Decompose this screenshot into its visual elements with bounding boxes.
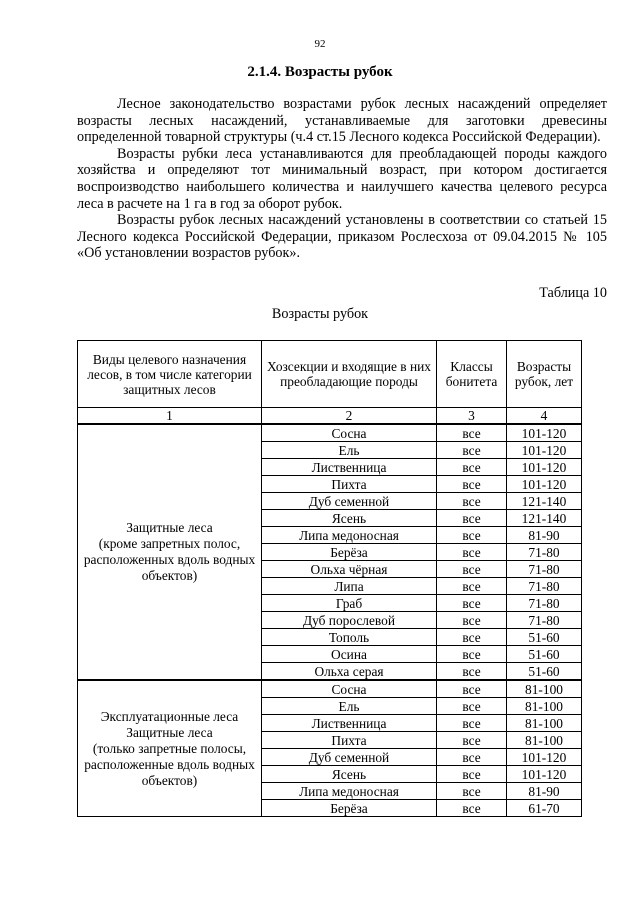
cutting-age-cell: 71-80 — [507, 544, 582, 561]
forest-purpose-line: (кроме запретных полос, расположенных вдоль водных объектов) — [83, 536, 256, 583]
species-cell: Осина — [262, 646, 437, 663]
species-cell: Липа медоносная — [262, 783, 437, 800]
species-cell: Берёза — [262, 800, 437, 817]
cutting-age-cell: 101-120 — [507, 749, 582, 766]
cutting-age-cell: 71-80 — [507, 561, 582, 578]
site-class-cell: все — [437, 749, 507, 766]
site-class-cell: все — [437, 715, 507, 732]
header-site-class: Классы бонитета — [437, 341, 507, 408]
column-number: 4 — [507, 408, 582, 425]
cutting-age-cell: 81-90 — [507, 527, 582, 544]
site-class-cell: все — [437, 561, 507, 578]
table-row — [78, 424, 582, 442]
cutting-age-cell: 71-80 — [507, 595, 582, 612]
section-heading: 2.1.4. Возрасты рубок — [247, 64, 393, 80]
site-class-cell: все — [437, 544, 507, 561]
table-label: Таблица 10 — [539, 285, 607, 301]
site-class-cell: все — [437, 698, 507, 715]
cutting-age-cell: 71-80 — [507, 578, 582, 595]
site-class-cell: все — [437, 424, 507, 442]
site-class-cell: все — [437, 663, 507, 681]
column-number-row — [78, 408, 582, 425]
cutting-age-cell: 61-70 — [507, 800, 582, 817]
species-cell: Сосна — [262, 680, 437, 698]
species-cell: Ель — [262, 698, 437, 715]
species-cell: Ольха чёрная — [262, 561, 437, 578]
species-cell: Берёза — [262, 544, 437, 561]
cutting-age-cell: 51-60 — [507, 646, 582, 663]
site-class-cell: все — [437, 732, 507, 749]
site-class-cell: все — [437, 595, 507, 612]
species-cell: Дуб порослевой — [262, 612, 437, 629]
header-cutting-age: Возрасты рубок, лет — [507, 341, 582, 408]
species-cell: Ольха серая — [262, 663, 437, 681]
forest-purpose-line: (только запретные полосы, расположенные вдоль водных объектов) — [84, 740, 255, 788]
body-text — [77, 96, 607, 262]
site-class-cell: все — [437, 800, 507, 817]
species-cell: Лиственница — [262, 459, 437, 476]
cutting-age-cell: 51-60 — [507, 663, 582, 681]
species-cell: Тополь — [262, 629, 437, 646]
site-class-cell: все — [437, 578, 507, 595]
site-class-cell: все — [437, 612, 507, 629]
species-cell: Лиственница — [262, 715, 437, 732]
cutting-age-cell: 71-80 — [507, 612, 582, 629]
cutting-age-cell: 121-140 — [507, 510, 582, 527]
column-number: 2 — [262, 408, 437, 425]
forest-purpose-cell — [78, 680, 262, 817]
table-row — [78, 680, 582, 698]
cutting-age-cell: 81-100 — [507, 698, 582, 715]
forest-purpose-line: Эксплуатационные леса — [100, 708, 239, 724]
species-cell: Ель — [262, 442, 437, 459]
species-cell: Дуб семенной — [262, 493, 437, 510]
column-number: 1 — [78, 408, 262, 425]
site-class-cell: все — [437, 510, 507, 527]
cutting-age-cell: 81-100 — [507, 715, 582, 732]
species-cell: Липа — [262, 578, 437, 595]
site-class-cell: все — [437, 680, 507, 698]
species-cell: Граб — [262, 595, 437, 612]
site-class-cell: все — [437, 476, 507, 493]
species-cell: Липа медоносная — [262, 527, 437, 544]
page-number: 92 — [314, 38, 326, 50]
site-class-cell: все — [437, 527, 507, 544]
paragraph: Возрасты рубок лесных насаждений установлены в соответствии со статьей 15 Лесного кодекса Российской Федерации, приказом Рослесхоза от 09.04.2015 № 105 «Об установлении возрастов рубок». — [77, 212, 607, 262]
forest-purpose-cell — [78, 424, 262, 680]
header-forest-purpose: Виды целевого назначения лесов, в том числе категории защитных лесов — [78, 341, 262, 408]
forest-purpose-line: Защитные леса — [126, 724, 213, 740]
header-species: Хозсекции и входящие в них преобладающие породы — [262, 341, 437, 408]
forest-purpose-line: Защитные леса — [126, 520, 213, 535]
species-cell: Ясень — [262, 766, 437, 783]
cutting-age-cell: 101-120 — [507, 476, 582, 493]
cutting-ages-table — [77, 340, 582, 817]
site-class-cell: все — [437, 783, 507, 800]
species-cell: Пихта — [262, 732, 437, 749]
paragraph: Лесное законодательство возрастами рубок лесных насаждений определяет возрасты лесных насаждений, устанавливаемые для заготовки древесины определенной товарной структуры (ч.4 ст.15 Лесного кодекса Российской Федерации). — [77, 96, 607, 146]
species-cell: Пихта — [262, 476, 437, 493]
site-class-cell: все — [437, 766, 507, 783]
paragraph: Возрасты рубки леса устанавливаются для преобладающей породы каждого хозяйства и определяют тот минимальный возраст, при котором достигается воспроизводство наибольшего количества и наилучшего качества целевого ресурса леса в расчете на 1 га в год за оборот рубок. — [77, 145, 607, 212]
species-cell: Ясень — [262, 510, 437, 527]
species-cell: Сосна — [262, 424, 437, 442]
cutting-age-cell: 101-120 — [507, 442, 582, 459]
site-class-cell: все — [437, 646, 507, 663]
cutting-age-cell: 101-120 — [507, 766, 582, 783]
table-caption: Возрасты рубок — [271, 306, 369, 322]
cutting-age-cell: 51-60 — [507, 629, 582, 646]
table-body — [78, 424, 582, 817]
cutting-age-cell: 101-120 — [507, 459, 582, 476]
header-row — [78, 341, 582, 408]
cutting-age-cell: 81-100 — [507, 680, 582, 698]
column-number: 3 — [437, 408, 507, 425]
species-cell: Дуб семенной — [262, 749, 437, 766]
cutting-age-cell: 81-100 — [507, 732, 582, 749]
site-class-cell: все — [437, 629, 507, 646]
cutting-age-cell: 101-120 — [507, 424, 582, 442]
cutting-age-cell: 121-140 — [507, 493, 582, 510]
cutting-age-cell: 81-90 — [507, 783, 582, 800]
site-class-cell: все — [437, 459, 507, 476]
site-class-cell: все — [437, 442, 507, 459]
site-class-cell: все — [437, 493, 507, 510]
